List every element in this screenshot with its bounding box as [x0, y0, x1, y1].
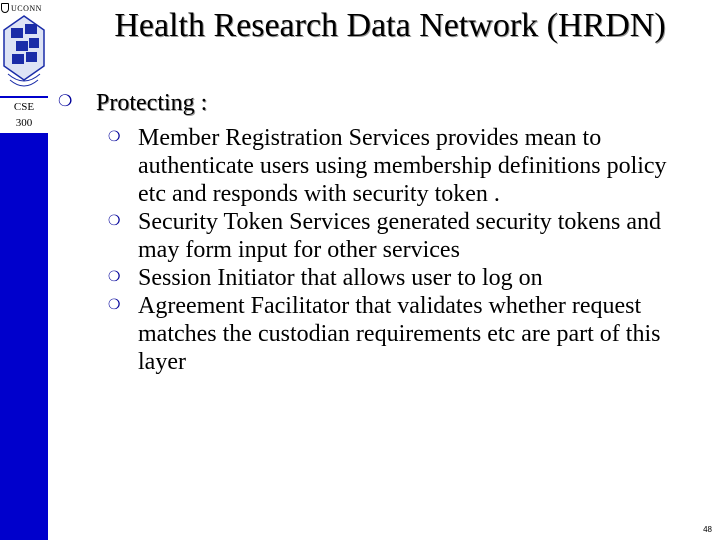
brand-text: UCONN: [11, 3, 42, 13]
course-line-1: CSE: [13, 101, 35, 113]
bullet-icon: ❍: [108, 297, 121, 313]
university-brand: [1, 2, 47, 14]
bullet-icon: ❍: [108, 129, 121, 145]
sub-bullet-text: Session Initiator that allows user to log on: [138, 265, 543, 291]
course-label: [0, 98, 48, 133]
sub-bullet-list: [58, 124, 698, 376]
list-item: [58, 264, 698, 292]
bullet-icon: ❍: [108, 213, 121, 229]
list-item: [58, 208, 698, 264]
list-item: [58, 124, 698, 208]
sub-bullet-text: Agreement Facilitator that validates whether request matches the custodian requirements etc are part of this layer: [138, 293, 661, 375]
list-item: [58, 292, 698, 376]
slide-title: Health Research Data Network (HRDN): [114, 7, 666, 44]
sub-bullet-text: Member Registration Services provides mean to authenticate users using membership definitions policy etc and responds with security token .: [138, 125, 667, 207]
page-number: 48: [703, 525, 712, 534]
department-logo-icon: [2, 14, 46, 94]
bullet-icon: ❍: [108, 269, 121, 285]
main-bullet-text: Protecting :: [96, 90, 208, 116]
shield-icon: [1, 3, 9, 13]
course-line-2: 300: [15, 117, 33, 129]
sub-bullet-text: Security Token Services generated security tokens and may form input for other services: [138, 209, 662, 263]
bullet-icon: ❍: [58, 91, 73, 110]
logo-area: [0, 0, 48, 96]
slide-content: [58, 88, 698, 376]
main-bullet-item: [58, 88, 698, 118]
